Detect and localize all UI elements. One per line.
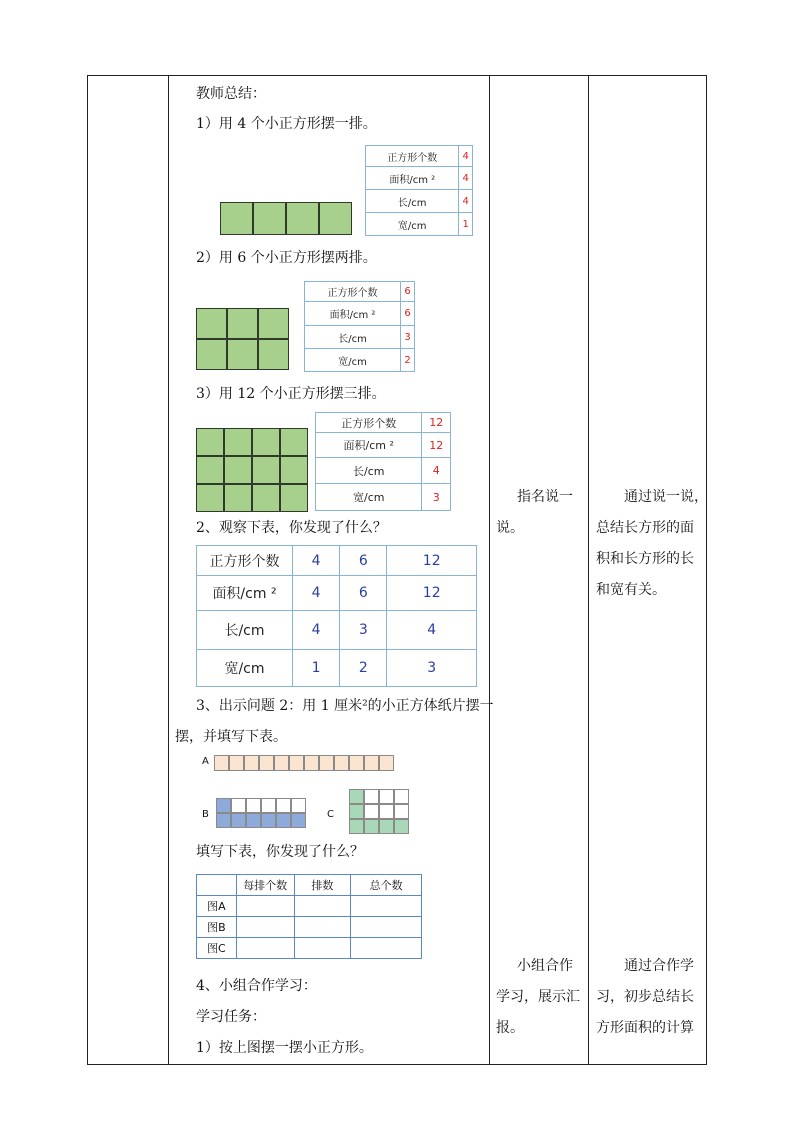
square bbox=[334, 755, 349, 771]
square bbox=[291, 813, 306, 828]
row-value: 4 bbox=[459, 167, 473, 190]
row-label: 宽/cm bbox=[305, 349, 401, 372]
cell-value: 6 bbox=[340, 546, 387, 576]
square bbox=[224, 428, 252, 456]
square bbox=[244, 755, 259, 771]
step3-table bbox=[315, 412, 451, 511]
square bbox=[379, 755, 394, 771]
col4-line: 积和长方形的长 bbox=[596, 551, 694, 567]
row-value: 6 bbox=[401, 302, 415, 326]
cell-value: 12 bbox=[387, 546, 477, 576]
square bbox=[276, 798, 291, 813]
row-value: 1 bbox=[459, 213, 473, 236]
row-value: 2 bbox=[401, 349, 415, 372]
header-cell: 排数 bbox=[294, 875, 351, 896]
square bbox=[229, 755, 244, 771]
col4-line: 通过合作学 bbox=[624, 958, 694, 974]
col3-line: 学习，展示汇 bbox=[496, 989, 580, 1005]
col4-line: 方形面积的计算 bbox=[596, 1020, 694, 1036]
col3-part2 bbox=[496, 951, 580, 1044]
row-label: 面积/cm ² bbox=[366, 167, 459, 190]
row-label: 正方形个数 bbox=[366, 146, 459, 167]
row-label: 正方形个数 bbox=[316, 413, 422, 433]
row-value: 3 bbox=[401, 326, 415, 349]
square bbox=[304, 755, 319, 771]
row-label: 宽/cm bbox=[197, 650, 293, 687]
square bbox=[216, 798, 231, 813]
col4-line: 习，初步总结长 bbox=[596, 989, 694, 1005]
square bbox=[394, 819, 409, 834]
step1-squares bbox=[220, 202, 352, 235]
square bbox=[280, 456, 308, 484]
step1-table bbox=[365, 145, 473, 236]
cell-value: 12 bbox=[387, 576, 477, 611]
problem2-line1: 3、出示问题 2：用 1 厘米²的小正方体纸片摆一 bbox=[196, 698, 494, 714]
square bbox=[231, 798, 246, 813]
column-divider bbox=[168, 75, 169, 1065]
row-label: 正方形个数 bbox=[197, 546, 293, 576]
blank-cell[interactable] bbox=[236, 896, 294, 917]
blank-cell[interactable] bbox=[351, 896, 422, 917]
row-label: 面积/cm ² bbox=[197, 576, 293, 611]
fill-table bbox=[196, 874, 422, 959]
square bbox=[280, 484, 308, 512]
row-label: 长/cm bbox=[197, 611, 293, 650]
row-label: 长/cm bbox=[305, 326, 401, 349]
step2-text: 2）用 6 个小正方形摆两排。 bbox=[196, 250, 377, 266]
observe-text: 2、观察下表，你发现了什么？ bbox=[196, 520, 387, 536]
square bbox=[286, 202, 319, 235]
column-divider bbox=[489, 75, 490, 1065]
square bbox=[261, 813, 276, 828]
step2-squares bbox=[196, 308, 289, 370]
square bbox=[319, 755, 334, 771]
square bbox=[276, 813, 291, 828]
blank-cell[interactable] bbox=[236, 917, 294, 938]
row-value: 12 bbox=[422, 433, 451, 458]
square bbox=[224, 484, 252, 512]
square bbox=[227, 339, 258, 370]
square bbox=[231, 813, 246, 828]
row-label: 长/cm bbox=[366, 190, 459, 213]
col3-line: 报。 bbox=[496, 1020, 524, 1036]
blank-cell[interactable] bbox=[351, 938, 422, 959]
row-label: 面积/cm ² bbox=[316, 433, 422, 458]
cell-value: 3 bbox=[387, 650, 477, 687]
row-label: 图B bbox=[197, 917, 237, 938]
figure-b-grid bbox=[216, 798, 306, 828]
cell-value: 4 bbox=[293, 576, 340, 611]
row-value: 6 bbox=[401, 282, 415, 302]
col3-line: 说。 bbox=[496, 520, 524, 536]
step2-table bbox=[304, 281, 415, 372]
group-title: 4、小组合作学习： bbox=[196, 978, 317, 994]
cell-value: 6 bbox=[340, 576, 387, 611]
figure-c-grid bbox=[349, 789, 409, 834]
square bbox=[349, 804, 364, 819]
header-cell: 总个数 bbox=[351, 875, 422, 896]
square bbox=[246, 798, 261, 813]
blank-cell[interactable] bbox=[236, 938, 294, 959]
square bbox=[259, 755, 274, 771]
step3-squares bbox=[196, 428, 308, 512]
blank-cell[interactable] bbox=[294, 938, 351, 959]
row-value: 4 bbox=[422, 458, 451, 484]
square bbox=[349, 755, 364, 771]
square bbox=[227, 308, 258, 339]
cell-value: 4 bbox=[293, 546, 340, 576]
row-value: 3 bbox=[422, 484, 451, 511]
square bbox=[196, 456, 224, 484]
square bbox=[196, 308, 227, 339]
square bbox=[252, 484, 280, 512]
group-task1: 1）按上图摆一摆小正方形。 bbox=[196, 1040, 373, 1056]
square bbox=[349, 789, 364, 804]
row-value: 12 bbox=[422, 413, 451, 433]
row-label: 宽/cm bbox=[316, 484, 422, 511]
square bbox=[261, 798, 276, 813]
row-label: 面积/cm ² bbox=[305, 302, 401, 326]
header-cell: 每排个数 bbox=[236, 875, 294, 896]
square bbox=[289, 755, 304, 771]
row-label: 正方形个数 bbox=[305, 282, 401, 302]
cell-value: 4 bbox=[387, 611, 477, 650]
fill-table-prompt: 填写下表，你发现了什么？ bbox=[196, 844, 364, 860]
figure-a-label: A bbox=[202, 756, 209, 767]
col3-line: 指名说一 bbox=[517, 489, 573, 505]
square bbox=[258, 308, 289, 339]
blank-cell[interactable] bbox=[294, 917, 351, 938]
group-task: 学习任务： bbox=[196, 1009, 266, 1025]
square bbox=[291, 798, 306, 813]
square bbox=[364, 755, 379, 771]
blank-cell[interactable] bbox=[294, 896, 351, 917]
header-cell bbox=[197, 875, 237, 896]
row-label: 宽/cm bbox=[366, 213, 459, 236]
square bbox=[379, 819, 394, 834]
column-divider bbox=[588, 75, 589, 1065]
square bbox=[319, 202, 352, 235]
square bbox=[364, 789, 379, 804]
step1-text: 1）用 4 个小正方形摆一排。 bbox=[196, 116, 377, 132]
square bbox=[394, 804, 409, 819]
figure-a-strip bbox=[214, 755, 394, 771]
col4-line: 和宽有关。 bbox=[596, 582, 666, 598]
figure-c-label: C bbox=[327, 809, 334, 820]
col4-part2 bbox=[596, 951, 694, 1044]
row-label: 长/cm bbox=[316, 458, 422, 484]
cell-value: 3 bbox=[340, 611, 387, 650]
square bbox=[252, 456, 280, 484]
figure-b-label: B bbox=[202, 809, 209, 820]
step3-text: 3）用 12 个小正方形摆三排。 bbox=[196, 386, 386, 402]
col3-part1 bbox=[496, 482, 573, 544]
square bbox=[216, 813, 231, 828]
col4-line: 总结长方形的面 bbox=[596, 520, 694, 536]
square bbox=[258, 339, 289, 370]
square bbox=[394, 789, 409, 804]
square bbox=[349, 819, 364, 834]
square bbox=[224, 456, 252, 484]
row-value: 4 bbox=[459, 146, 473, 167]
square bbox=[246, 813, 261, 828]
square bbox=[220, 202, 253, 235]
square bbox=[379, 789, 394, 804]
col4-line: 通过说一说， bbox=[624, 489, 708, 505]
cell-value: 4 bbox=[293, 611, 340, 650]
square bbox=[280, 428, 308, 456]
square bbox=[379, 804, 394, 819]
square bbox=[252, 428, 280, 456]
observe-table bbox=[196, 545, 477, 687]
blank-cell[interactable] bbox=[351, 917, 422, 938]
square bbox=[196, 428, 224, 456]
square bbox=[364, 804, 379, 819]
square bbox=[364, 819, 379, 834]
row-label: 图A bbox=[197, 896, 237, 917]
cell-value: 1 bbox=[293, 650, 340, 687]
cell-value: 2 bbox=[340, 650, 387, 687]
square bbox=[214, 755, 229, 771]
square bbox=[196, 339, 227, 370]
teacher-summary-heading: 教师总结： bbox=[196, 86, 266, 102]
square bbox=[196, 484, 224, 512]
row-label: 图C bbox=[197, 938, 237, 959]
square bbox=[274, 755, 289, 771]
col3-line: 小组合作 bbox=[517, 958, 573, 974]
row-value: 4 bbox=[459, 190, 473, 213]
problem2-line2: 摆，并填写下表。 bbox=[175, 729, 287, 745]
square bbox=[253, 202, 286, 235]
col4-part1 bbox=[596, 482, 708, 606]
